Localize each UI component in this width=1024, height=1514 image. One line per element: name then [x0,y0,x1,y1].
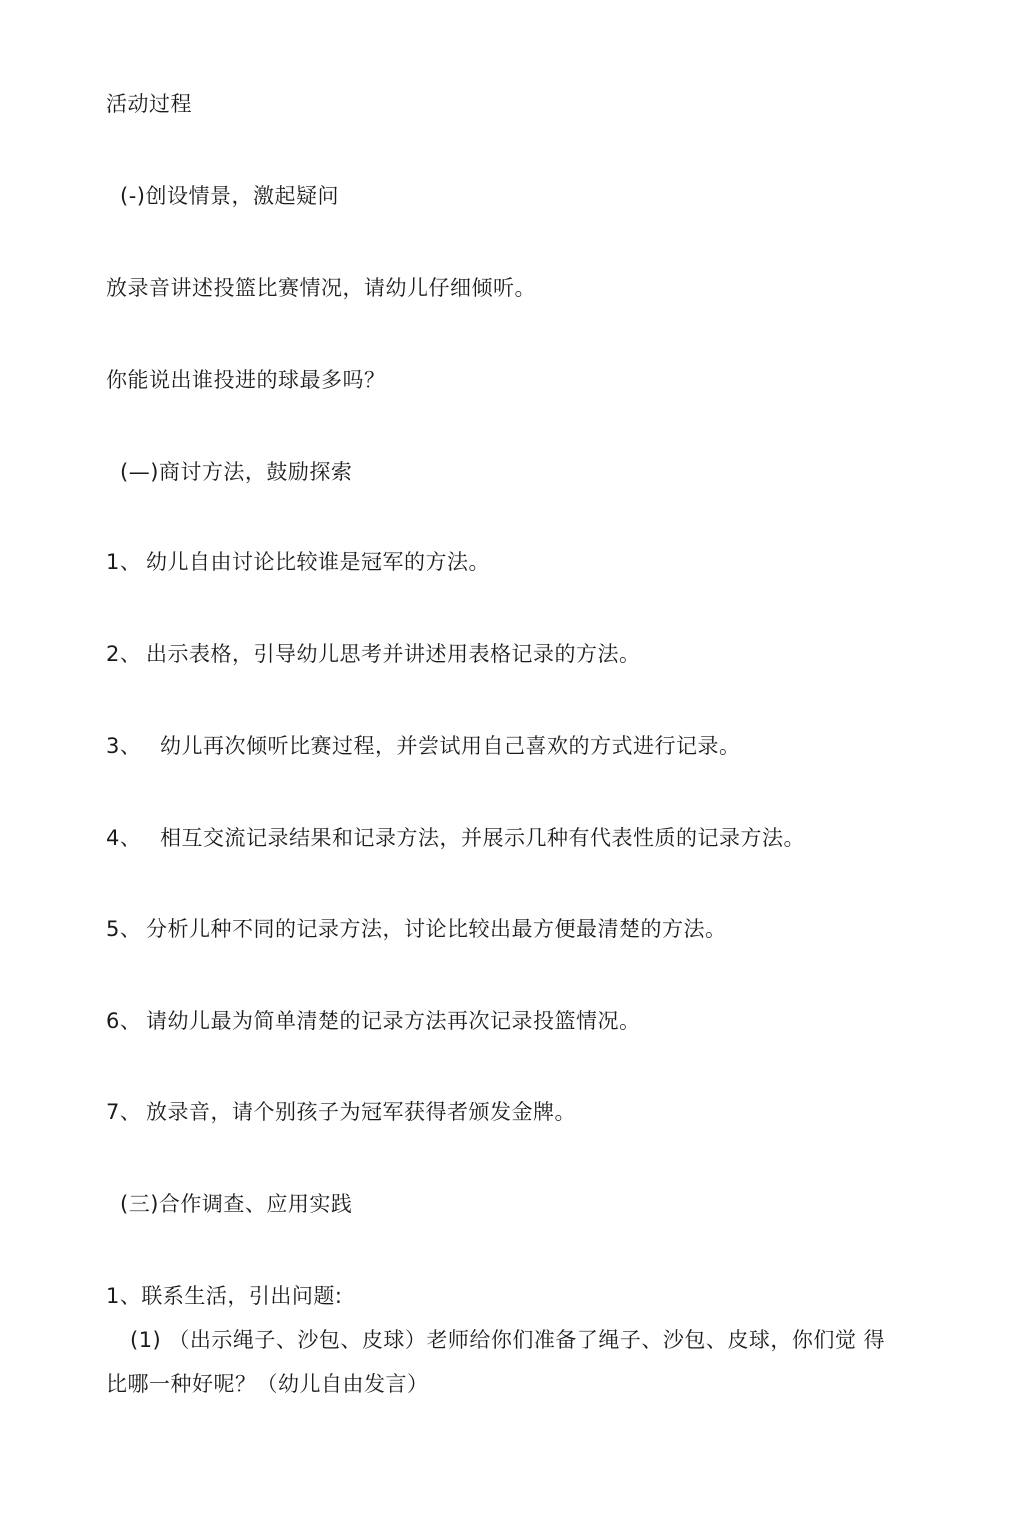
list-item-text: 相互交流记录结果和记录方法，并展示几种有代表性质的记录方法。 [160,826,805,850]
list-item [106,826,805,850]
paragraph-recording: 放录音讲述投篮比赛情况，请幼儿仔细倾听。 [106,276,536,300]
document-title: 活动过程 [106,92,192,116]
list-item-text: 幼儿自由讨论比较谁是冠军的方法。 [146,550,490,574]
list-item [106,1009,641,1033]
paragraph-sub-1: (1) （出示绳子、沙包、皮球）老师给你们准备了绳子、沙包、皮球，你们觉 得 [130,1328,886,1352]
list-item-text: 请幼儿最为简单清楚的记录方法再次记录投篮情况。 [146,1009,641,1033]
list-item-number: 5、 [106,917,142,941]
section-heading-1: (-)创设情景，激起疑问 [120,184,339,208]
list-item-number: 4、 [106,826,142,850]
list-item [106,642,641,666]
section-heading-3: (三)合作调查、应用实践 [120,1192,353,1216]
list-item-text: 分析儿种不同的记录方法，讨论比较出最方便最清楚的方法。 [146,917,727,941]
list-item-number: 2、 [106,642,142,666]
subsection-item: 1、联系生活，引出问题: [106,1284,343,1308]
list-item-text: 幼儿再次倾听比赛过程，并尝试用自己喜欢的方式进行记录。 [160,734,741,758]
list-item [106,550,490,574]
list-item-text: 放录音，请个别孩子为冠军获得者颁发金牌。 [146,1100,576,1124]
list-item [106,734,741,758]
section-heading-2: (—)商讨方法，鼓励探索 [120,460,353,484]
list-item-number: 3、 [106,734,142,758]
list-item-number: 1、 [106,550,142,574]
list-item-number: 7、 [106,1100,142,1124]
list-item [106,1100,576,1124]
paragraph-sub-1-cont: 比哪一种好呢？（幼儿自由发言） [106,1372,429,1396]
paragraph-question: 你能说出谁投进的球最多吗？ [106,368,386,392]
list-item-text: 出示表格，引导幼儿思考并讲述用表格记录的方法。 [146,642,641,666]
list-item [106,917,727,941]
list-item-number: 6、 [106,1009,142,1033]
